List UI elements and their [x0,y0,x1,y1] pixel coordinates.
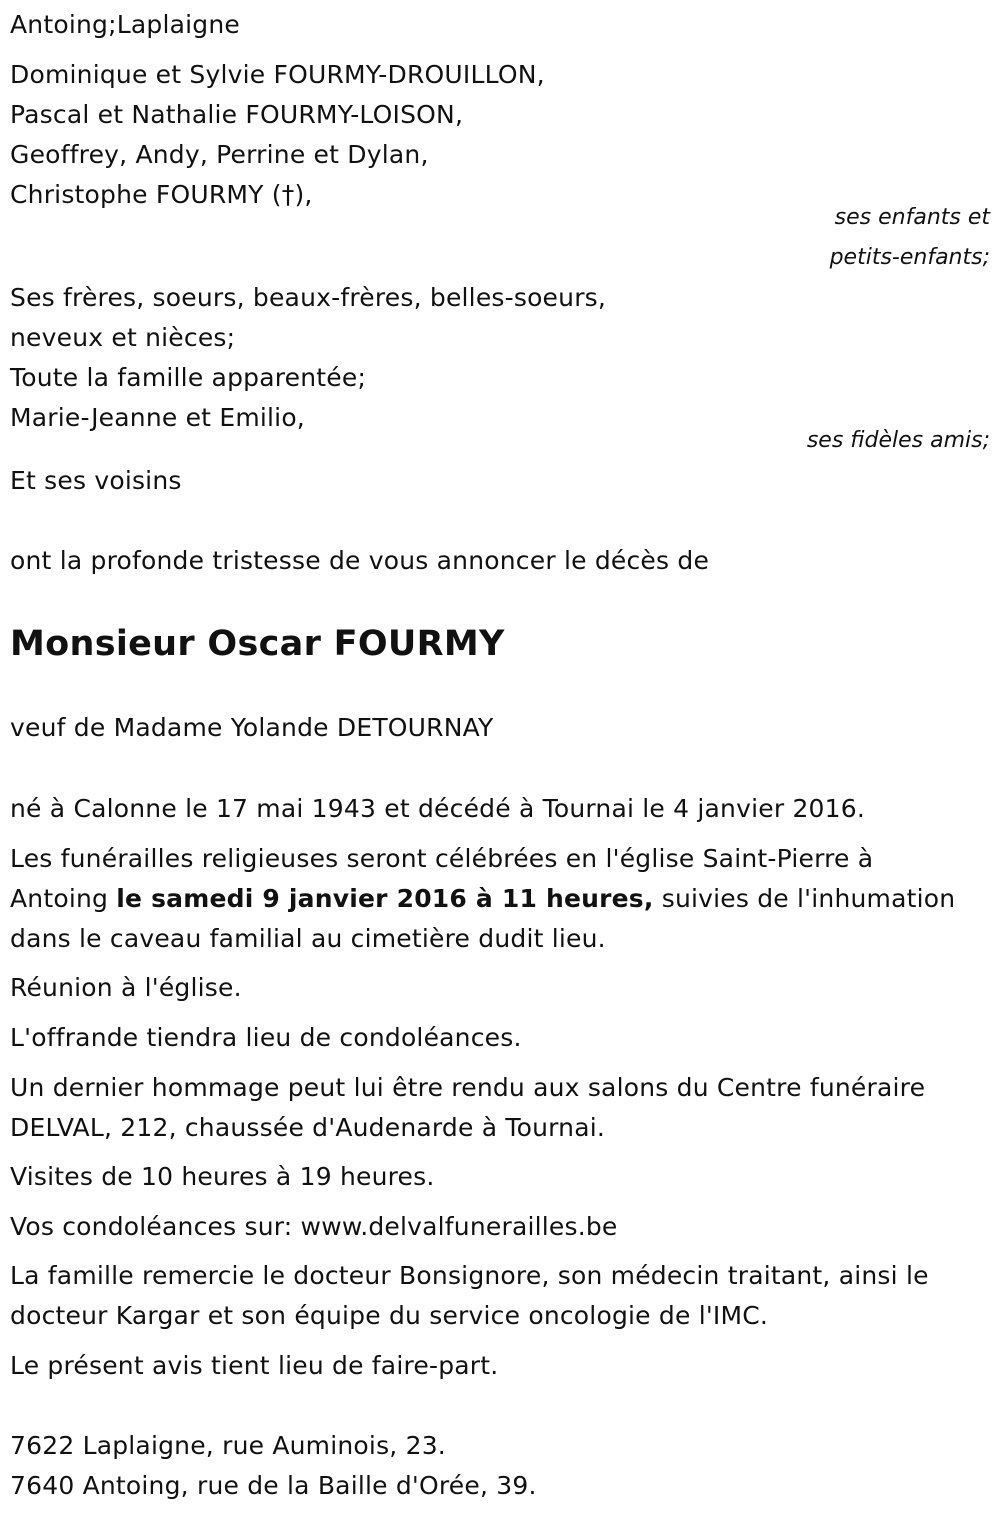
friends-role: ses fidèles amis; [806,428,990,453]
announcement-intro: ont la profonde tristesse de vous annoncer le décès de [10,546,710,575]
relatives-line: Toute la famille apparentée; [10,363,367,392]
funeral-line [10,879,955,919]
widower-line: veuf de Madame Yolande DETOURNAY [10,713,494,742]
relatives-line: Marie-Jeanne et Emilio, [10,403,305,432]
meeting-line: Réunion à l'église. [10,973,242,1002]
deceased-name: Monsieur Oscar FOURMY [10,624,505,664]
address-line: 7622 Laplaigne, rue Auminois, 23. [10,1431,446,1460]
thanks-line: La famille remercie le docteur Bonsignore, son médecin traitant, ainsi le [10,1261,929,1290]
offering-line: L'offrande tiendra lieu de condoléances. [10,1023,522,1052]
funeral-place-text: Antoing [10,884,117,913]
funeral-date-text: le samedi 9 janvier 2016 à 11 heures, [116,884,654,913]
thanks-line: docteur Kargar et son équipe du service oncologie de l'IMC. [10,1301,769,1330]
funeral-line: dans le caveau familial au cimetière dudit lieu. [10,924,606,953]
family-child-line: Dominique et Sylvie FOURMY-DROUILLON, [10,60,545,89]
funeral-burial-text: suivies de l'inhumation [653,884,956,913]
condolences-line: Vos condoléances sur: www.delvalfunerailles.be [10,1212,618,1241]
place-header: Antoing;Laplaigne [10,10,240,39]
funeral-line: Les funérailles religieuses seront célébrées en l'église Saint-Pierre à [10,844,874,873]
notice-line: Le présent avis tient lieu de faire-part. [10,1351,499,1380]
homage-line: DELVAL, 212, chaussée d'Audenarde à Tournai. [10,1113,606,1142]
family-child-line: Geoffrey, Andy, Perrine et Dylan, [10,140,429,169]
birth-death-line: né à Calonne le 17 mai 1943 et décédé à Tournai le 4 janvier 2016. [10,794,866,823]
grandchildren-role: petits-enfants; [829,245,990,270]
neighbours-line: Et ses voisins [10,466,182,495]
address-line: 7640 Antoing, rue de la Baille d'Orée, 39. [10,1471,537,1500]
children-role: ses enfants et [834,205,990,230]
family-child-line: Pascal et Nathalie FOURMY-LOISON, [10,100,464,129]
homage-line: Un dernier hommage peut lui être rendu aux salons du Centre funéraire [10,1073,926,1102]
visits-line: Visites de 10 heures à 19 heures. [10,1162,435,1191]
relatives-line: neveux et nièces; [10,323,236,352]
relatives-line: Ses frères, soeurs, beaux-frères, belles-soeurs, [10,283,607,312]
family-child-line: Christophe FOURMY (†), [10,180,313,209]
